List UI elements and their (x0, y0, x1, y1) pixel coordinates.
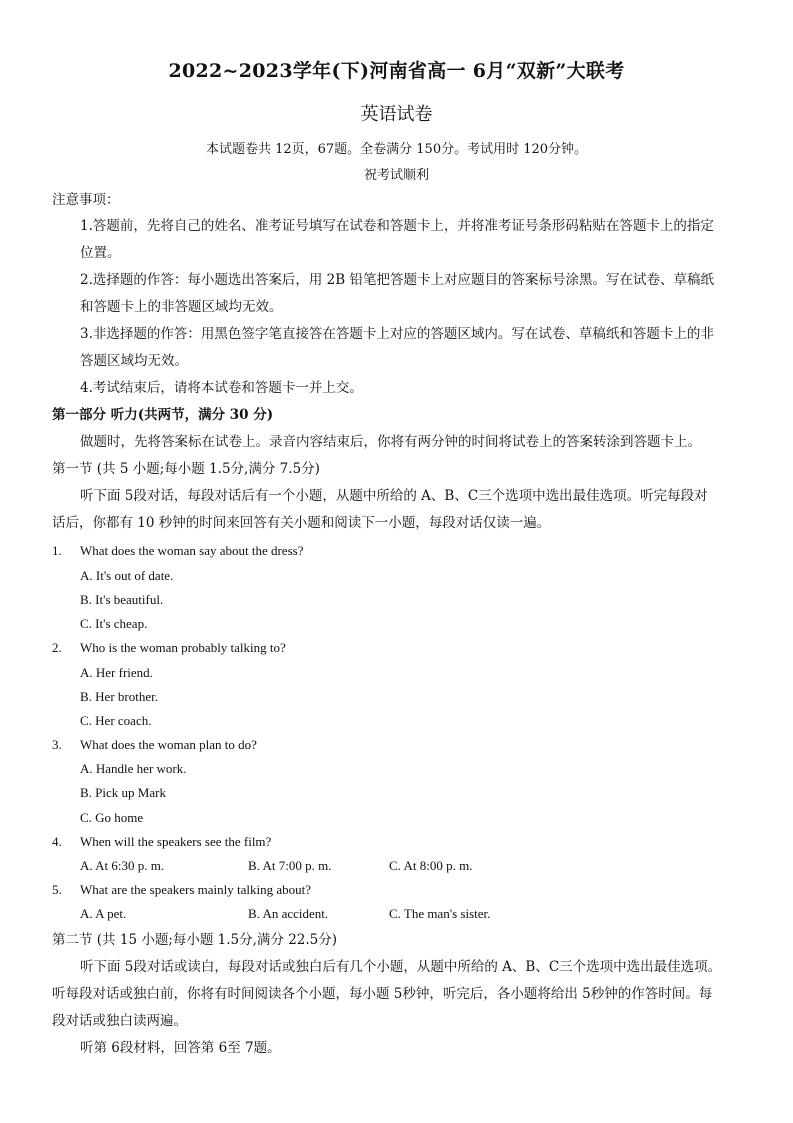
option-a: A. A pet. (80, 906, 127, 921)
section1-heading: 第一节 (共 5 小题;每小题 1.5分,满分 7.5分) (52, 461, 320, 477)
note-2-line-2: 和答题卡上的非答题区域均无效。 (80, 299, 283, 315)
note-1-line-2: 位置。 (80, 245, 121, 261)
question-text: What does the woman plan to do? (80, 737, 257, 752)
note-1-line-1: 1.答题前，先将自己的姓名、准考证号填写在试卷和答题卡上，并将准考证号条形码粘贴在答题卡上的指定 (80, 218, 714, 234)
note-2-line-1: 2.选择题的作答：每小题选出答案后，用 2B 铅笔把答题卡上对应题目的答案标号涂黑。写在试卷、草稿纸 (80, 272, 714, 288)
option-a: A. It's out of date. (80, 568, 174, 583)
question-number: 1. (52, 543, 62, 558)
note-3-line-2: 答题区域均无效。 (80, 353, 188, 369)
question-text: What does the woman say about the dress? (80, 543, 304, 558)
exam-subject: 英语试卷 (360, 104, 433, 125)
option-b: B. Pick up Mark (80, 785, 166, 800)
question-text: When will the speakers see the film? (80, 834, 272, 849)
option-c: C. Go home (80, 810, 144, 825)
option-b: B. It's beautiful. (80, 592, 164, 607)
option-c: C. Her coach. (80, 713, 152, 728)
question-number: 2. (52, 640, 62, 655)
exam-wish: 祝考试顺利 (363, 168, 429, 183)
part1-intro: 做题时，先将答案标在试卷上。录音内容结束后，你将有两分钟的时间将试卷上的答案转涂到答题卡上。 (80, 434, 701, 450)
exam-title: 2022~2023学年(下)河南省高一 6月“双新”大联考 (168, 60, 625, 82)
question-text: Who is the woman probably talking to? (80, 640, 286, 655)
question-text: What are the speakers mainly talking about? (80, 882, 312, 897)
question-number: 4. (52, 834, 62, 849)
note-3-line-1: 3.非选择题的作答：用黑色签字笔直接答在答题卡上对应的答题区域内。写在试卷、草稿纸和答题卡上的非 (80, 326, 714, 342)
notes-heading: 注意事项： (52, 192, 120, 208)
option-c: C. It's cheap. (80, 616, 148, 631)
option-a: A. At 6:30 p. m. (80, 858, 165, 873)
section2-heading: 第二节 (共 15 小题;每小题 1.5分,满分 22.5分) (52, 932, 338, 948)
option-a: A. Her friend. (80, 665, 153, 680)
option-c: C. The man's sister. (389, 906, 491, 921)
section2-instruction: 听第 6段材料，回答第 6至 7题。 (80, 1040, 281, 1056)
note-4: 4.考试结束后，请将本试卷和答题卡一并上交。 (80, 380, 363, 396)
part1-heading: 第一部分 听力(共两节，满分 30 分) (52, 407, 274, 423)
question-number: 3. (52, 737, 62, 752)
option-b: B. At 7:00 p. m. (248, 858, 332, 873)
option-b: B. An accident. (248, 906, 329, 921)
section1-intro-line-2: 话后，你都有 10 秒钟的时间来回答有关小题和阅读下一小题，每段对话仅读一遍。 (52, 515, 551, 531)
exam-info: 本试题卷共 12页，67题。全卷满分 150分。考试用时 120分钟。 (205, 142, 588, 157)
question-number: 5. (52, 882, 62, 897)
section2-intro-line-1: 听下面 5段对话或读白，每段对话或独白后有几个小题，从题中所给的 A、B、C三个选项中选出最佳选项。 (80, 959, 722, 975)
section2-intro-line-3: 段对话或独白读两遍。 (52, 1013, 187, 1029)
section1-intro-line-1: 听下面 5段对话，每段对话后有一个小题，从题中所给的 A、B、C三个选项中选出最佳选项。听完每段对 (80, 488, 708, 504)
option-a: A. Handle her work. (80, 761, 187, 776)
section2-intro-line-2: 听每段对话或独白前，你将有时间阅读各个小题，每小题 5秒钟，听完后，各小题将给出 5秒钟的作答时间。每 (52, 986, 713, 1002)
option-c: C. At 8:00 p. m. (389, 858, 473, 873)
option-b: B. Her brother. (80, 689, 158, 704)
